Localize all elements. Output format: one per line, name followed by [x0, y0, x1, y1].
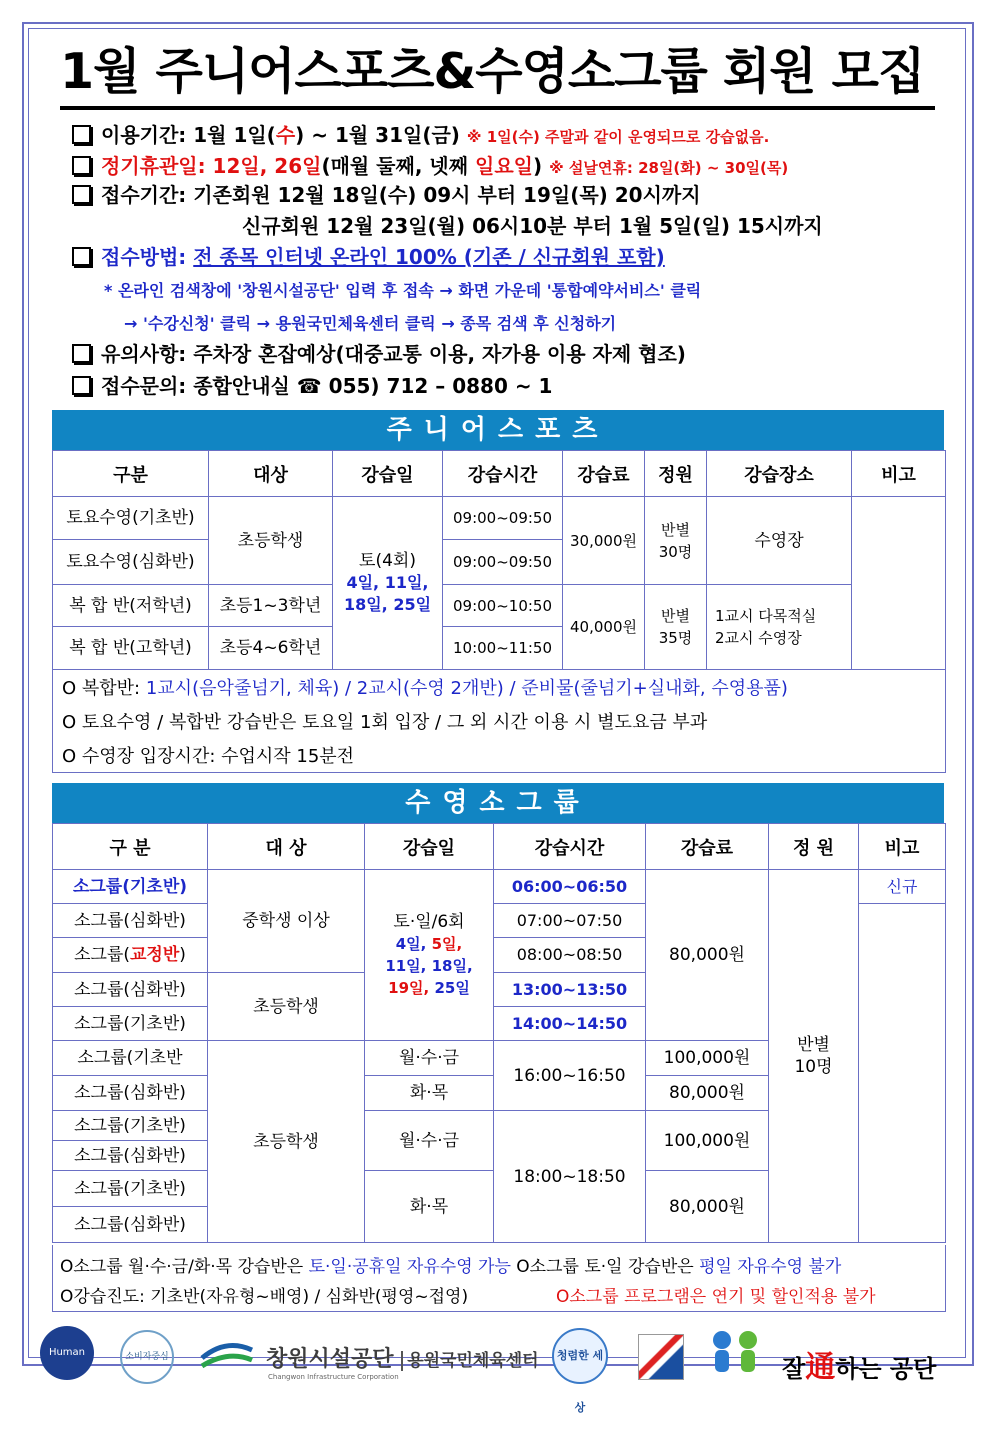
- place-cell: 1교시 다목적실 2교시 수영장: [707, 585, 852, 670]
- table-row-name: 소그룹(교정반): [53, 938, 208, 973]
- remark-new: 신규: [859, 870, 946, 904]
- fee-cell: 100,000원: [646, 1041, 769, 1076]
- fee-cell: 40,000원: [563, 585, 645, 670]
- target-cell: 초등1~3학년: [209, 585, 333, 627]
- header-fee: 강습료: [646, 824, 769, 870]
- holiday-note: ※ 설날연휴: 28일(화) ~ 30일(목): [549, 159, 789, 177]
- time-cell: 14:00~14:50: [494, 1007, 646, 1041]
- table-row-name: 소그룹(기초반): [53, 1111, 208, 1141]
- time-cell: 13:00~13:50: [494, 973, 646, 1007]
- checkbox-icon: [72, 185, 91, 204]
- usage-period: 이용기간: 1월 1일(수) ~ 1월 31일(금) ※ 1일(수) 주말과 같이 운영되므로 강습없음.: [72, 122, 769, 150]
- fee-cell: 100,000원: [646, 1111, 769, 1171]
- target-cell: 초등4~6학년: [209, 627, 333, 670]
- header-target: 대 상: [208, 824, 365, 870]
- table-row-name: 소그룹(심화반): [53, 904, 208, 938]
- time-cell: 18:00~18:50: [494, 1111, 646, 1243]
- table-row-name: 복 합 반(고학년): [53, 627, 209, 670]
- header-category: 구 분: [53, 824, 208, 870]
- table-row-name: 소그룹(심화반): [53, 1207, 208, 1243]
- header-target: 대상: [209, 451, 333, 497]
- checkbox-icon: [72, 344, 91, 363]
- remark-cell: [852, 497, 946, 670]
- page-title: 1월 주니어스포츠&수영소그룹 회원 모집: [60, 38, 935, 110]
- table-row-name: 소그룹(심화반): [53, 1141, 208, 1171]
- header-place: 강습장소: [707, 451, 852, 497]
- header-fee: 강습료: [563, 451, 645, 497]
- time-cell: 07:00~07:50: [494, 904, 646, 938]
- day-cell: 화·목: [365, 1171, 494, 1243]
- table-row-name: 소그룹(기초반): [53, 870, 208, 904]
- table-row-name: 소그룹(기초반): [53, 1007, 208, 1041]
- step-instruction-2: → '수강신청' 클릭 → 용원국민체육센터 클릭 → 종목 검색 후 신청하기: [124, 314, 617, 333]
- target-cell: 초등학생: [208, 1041, 365, 1243]
- capacity-cell: 반별 10명: [769, 870, 859, 1243]
- day-cell: 월·수·금: [365, 1111, 494, 1171]
- swim-section-title: 수영소그룹: [52, 783, 944, 823]
- junior-note-1: O 복합반: 1교시(음악줄넘기, 체육) / 2교시(수영 2개반) / 준비물(줄넘기+실내화, 수영용품): [62, 678, 788, 699]
- mascot-icon: [706, 1326, 764, 1380]
- header-remark: 비고: [859, 824, 946, 870]
- day-cell: 월·수·금: [365, 1041, 494, 1076]
- fee-cell: 80,000원: [646, 870, 769, 1041]
- table-row-name: 소그룹(기초반: [53, 1041, 208, 1076]
- table-row-name: 소그룹(기초반): [53, 1171, 208, 1207]
- header-capacity: 정 원: [769, 824, 859, 870]
- table-row-name: 소그룹(심화반): [53, 973, 208, 1007]
- swim-table: [52, 823, 946, 1243]
- place-cell: 수영장: [707, 497, 852, 585]
- swim-note-2: O강습진도: 기초반(자유형~배영) / 심화반(평영~접영): [60, 1287, 469, 1307]
- capacity-cell: 반별 30명: [645, 497, 707, 585]
- contact: 접수문의: 종합안내실 ☎ 055) 712 – 0880 ~ 1: [72, 373, 552, 399]
- time-cell: 10:00~11:50: [443, 627, 563, 670]
- registration-new: 신규회원 12월 23일(월) 06시10분 부터 1월 5일(일) 15시까지: [242, 214, 823, 238]
- header-remark: 비고: [852, 451, 946, 497]
- integrity-badge-logo: 청렴한 세상: [552, 1328, 608, 1384]
- human-badge-logo: Human: [40, 1326, 94, 1380]
- junior-table: [52, 450, 946, 670]
- header-category: 구분: [53, 451, 209, 497]
- time-cell: 06:00~06:50: [494, 870, 646, 904]
- time-cell: 08:00~08:50: [494, 938, 646, 973]
- fee-cell: 30,000원: [563, 497, 645, 585]
- table-row-name: 복 합 반(저학년): [53, 585, 209, 627]
- checkbox-icon: [72, 125, 91, 144]
- closed-days: 정기휴관일: 12일, 26일(매월 둘째, 넷째 일요일) ※ 설날연휴: 28일(화) ~ 30일(목): [72, 153, 788, 181]
- target-cell: 초등학생: [209, 497, 333, 585]
- flag-emblem-icon: [638, 1334, 684, 1380]
- header-time: 강습시간: [443, 451, 563, 497]
- day-cell: 토·일/6회 4일, 5일, 11일, 18일, 19일, 25일: [365, 870, 494, 1041]
- slogan: 잘通하는 공단: [782, 1350, 937, 1385]
- period-note: ※ 1일(수) 주말과 같이 운영되므로 강습없음.: [466, 128, 770, 146]
- header-day: 강습일: [333, 451, 443, 497]
- capacity-cell: 반별 35명: [645, 585, 707, 670]
- caution: 유의사항: 주차장 혼잡예상(대중교통 이용, 자가용 이용 자제 협조): [72, 341, 686, 367]
- time-cell: 09:00~10:50: [443, 585, 563, 627]
- table-row-name: 토요수영(기초반): [53, 497, 209, 540]
- target-cell: 초등학생: [208, 973, 365, 1041]
- checkbox-icon: [72, 156, 91, 175]
- swim-note-3: O소그룹 프로그램은 연기 및 할인적용 불가: [556, 1287, 876, 1307]
- corporation-name: 창원시설공단 용원국민체육센터: [266, 1347, 539, 1372]
- time-cell: 09:00~09:50: [443, 497, 563, 540]
- swim-note-1: O소그룹 월·수·금/화·목 강습반은 토·일·공휴일 자유수영 가능 O소그룹 토·일 강습반은 평일 자유수영 불가: [60, 1257, 842, 1277]
- table-row-name: 소그룹(심화반): [53, 1076, 208, 1111]
- registration-period: 접수기간: 기존회원 12월 18일(수) 09시 부터 19일(목) 20시까지: [72, 182, 701, 208]
- table-row-name: 토요수영(심화반): [53, 540, 209, 585]
- target-cell: 중학생 이상: [208, 870, 365, 973]
- header-day: 강습일: [365, 824, 494, 870]
- checkbox-icon: [72, 247, 91, 266]
- fee-cell: 80,000원: [646, 1171, 769, 1243]
- registration-method: 접수방법: 전 종목 인터넷 온라인 100% (기존 / 신규회원 포함): [72, 244, 665, 270]
- remark-cell: [859, 904, 946, 1243]
- junior-section-title: 주니어스포츠: [52, 410, 944, 450]
- fee-cell: 80,000원: [646, 1076, 769, 1111]
- step-instruction-1: * 온라인 검색창에 '창원시설공단' 입력 후 접속 → 화면 가운데 '통합예약서비스' 클릭: [104, 281, 702, 300]
- junior-note-2: O 토요수영 / 복합반 강습반은 토요일 1회 입장 / 그 외 시간 이용 시 별도요금 부과: [62, 712, 708, 733]
- time-cell: 09:00~09:50: [443, 540, 563, 585]
- ccm-badge-logo: 소비자중심: [120, 1330, 174, 1384]
- day-cell: 화·목: [365, 1076, 494, 1111]
- time-cell: 16:00~16:50: [494, 1041, 646, 1111]
- header-time: 강습시간: [494, 824, 646, 870]
- header-capacity: 정원: [645, 451, 707, 497]
- checkbox-icon: [72, 376, 91, 395]
- corporation-english-name: Changwon Infrastructure Corporation: [268, 1373, 399, 1381]
- day-cell: 토(4회) 4일, 11일, 18일, 25일: [333, 497, 443, 670]
- corporation-emblem-icon: [198, 1336, 256, 1376]
- junior-note-3: O 수영장 입장시간: 수업시작 15분전: [62, 746, 355, 767]
